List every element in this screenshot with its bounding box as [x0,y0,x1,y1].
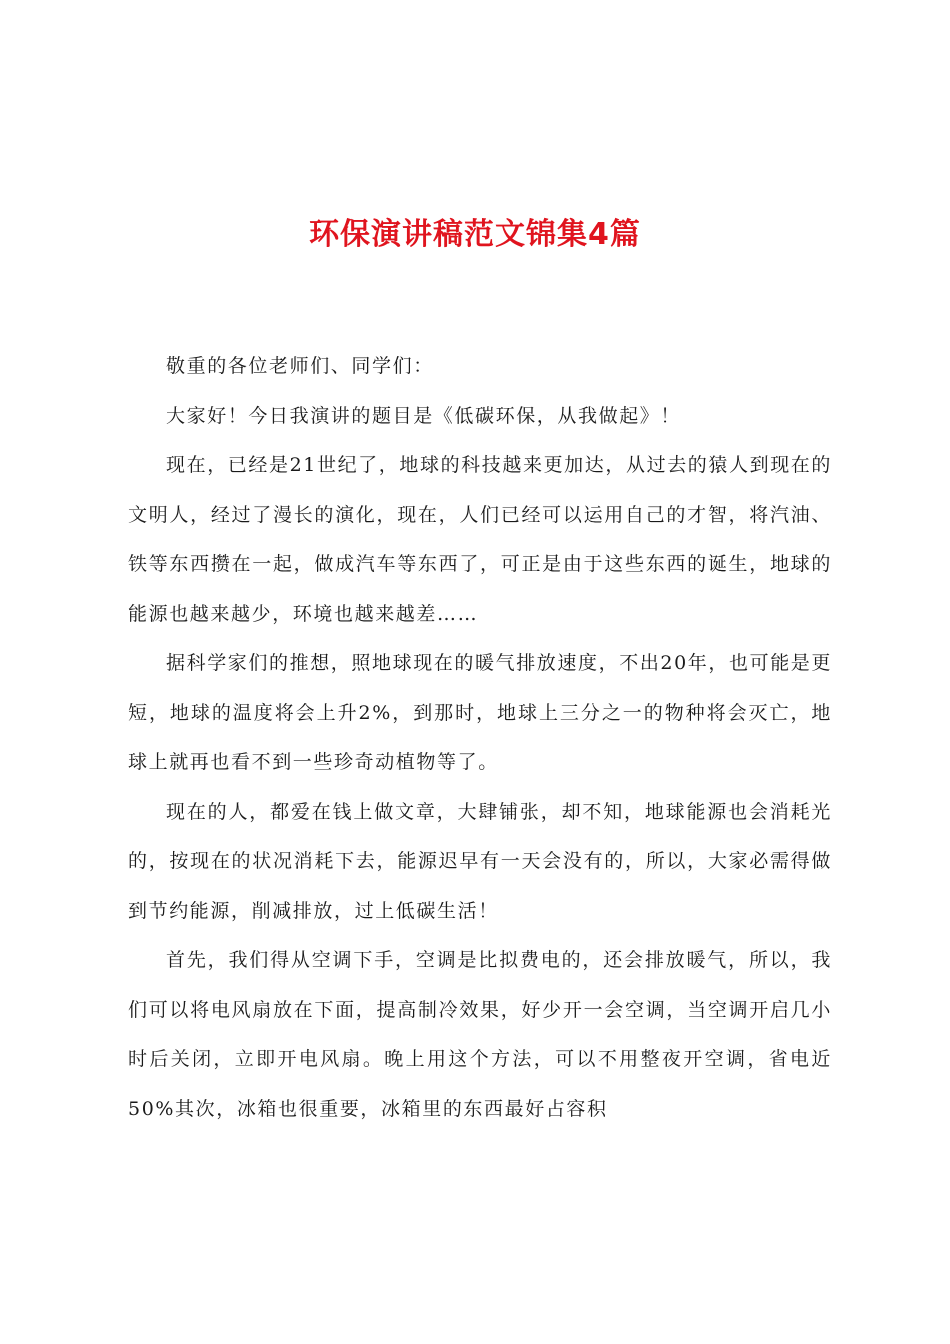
paragraph-greeting: 敬重的各位老师们、同学们： [166,355,434,377]
paragraph-current-era: 现在，已经是21世纪了，地球的科技越来更加达，从过去的猿人到现在的文明人，经过了漫长的演化，现在，人们已经可以运用自己的才智，将汽油、铁等东西攒在一起，做成汽车等东西了，可正是由于这些东西的诞生，地球的能源也越来越少，环境也越来越差…… [128,454,832,625]
paragraph-energy-waste: 现在的人，都爱在钱上做文章，大肆铺张，却不知，地球能源也会消耗光的，按现在的状况消耗下去，能源迟早有一天会没有的，所以，大家必需得做到节约能源，削减排放，过上低碳生活！ [128,800,832,922]
document-title: 环保演讲稿范文锦集4篇 [309,217,641,252]
paragraph-air-conditioner: 首先，我们得从空调下手，空调是比拟费电的，还会排放暖气，所以，我们可以将电风扇放在下面，提高制冷效果，好少开一会空调，当空调开启几小时后关闭，立即开电风扇。晚上用这个方法，可以不用整夜开空调，省电近50%其次，冰箱也很重要，冰箱里的东西最好占容积 [128,949,832,1120]
paragraph-intro: 大家好！今日我演讲的题目是《低碳环保，从我做起》！ [166,404,682,427]
paragraph-scientist-prediction: 据科学家们的推想，照地球现在的暖气排放速度，不出20年，也可能是更短，地球的温度将会上升2%，到那时，地球上三分之一的物种将会灭亡，地球上就再也看不到一些珍奇动植物等了。 [128,652,832,773]
document-body [128,342,832,1134]
